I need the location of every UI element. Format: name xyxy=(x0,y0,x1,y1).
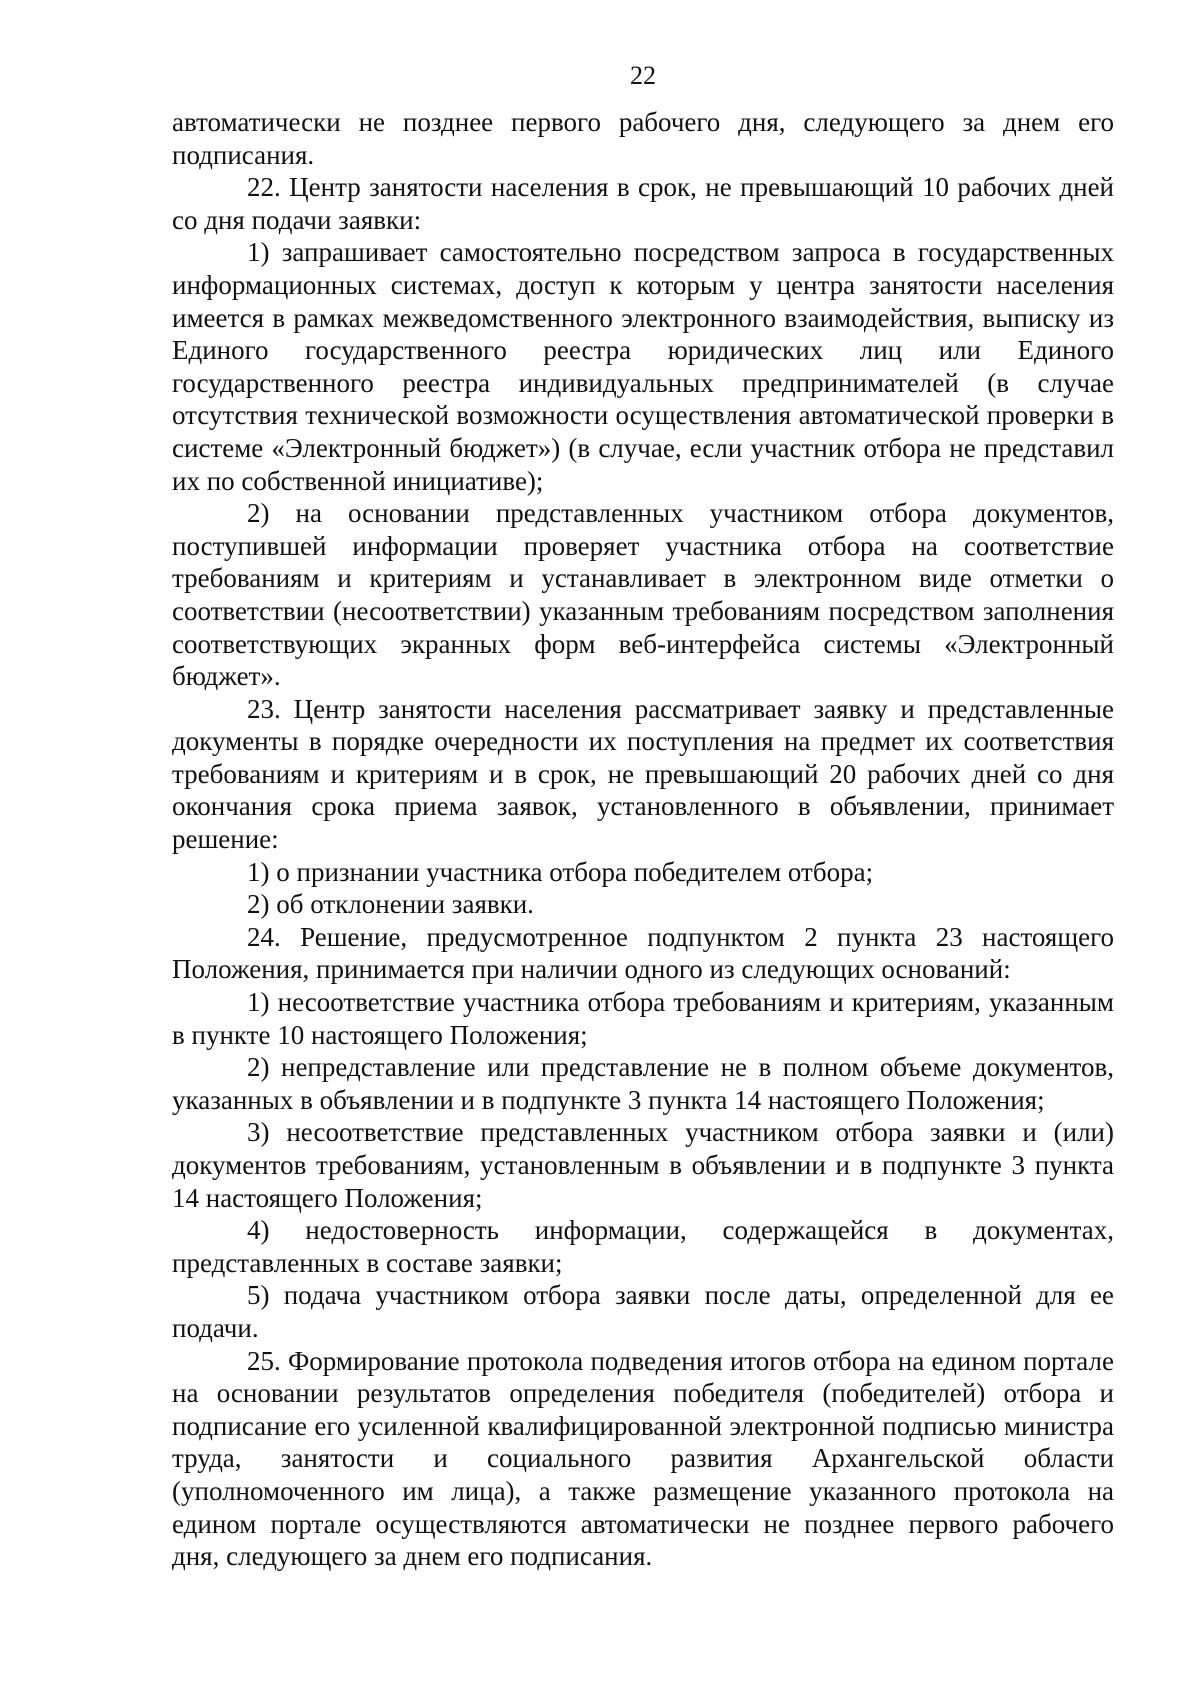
paragraph-item-23-1: 1) о признании участника отбора победителем отбора; xyxy=(247,856,874,887)
paragraph-item-24-5: 5) подача участником отбора заявки после даты, определенной для ее подачи. xyxy=(172,1280,1114,1343)
paragraph-continuation: автоматически не позднее первого рабочего дня, следующего за днем его подписания. xyxy=(172,107,1114,170)
paragraph-item-22-2: 2) на основании представленных участником отбора документов, поступившей информации проверяет участника отбора на соответствие требованиям и критериям и устанавливает в электронном виде отметки о соответствии (несоответствии) указанным требованиям посредством заполнения соответствующих экранных форм веб-интерфейса системы «Электронный бюджет». xyxy=(172,498,1114,692)
paragraph-item-24-4: 4) недостоверность информации, содержащейся в документах, представленных в составе заявки; xyxy=(172,1215,1114,1278)
paragraph-item-25: 25. Формирование протокола подведения итогов отбора на едином портале на основании результатов определения победителя (победителей) отбора и подписание его усиленной квалифицированной электронной подписью министра труда, занятости и социального развития Архангельской области (уполномоченного им лица), а также размещение указанного протокола на едином портале осуществляются автоматически не позднее первого рабочего дня, следующего за днем его подписания. xyxy=(172,1345,1114,1572)
paragraph-item-24-2: 2) непредставление или представление не в полном объеме документов, указанных в объявлении и в подпункте 3 пункта 14 настоящего Положения; xyxy=(172,1052,1114,1115)
paragraph-item-22-1: 1) запрашивает самостоятельно посредством запроса в государственных информационных системах, доступ к которым у центра занятости населения имеется в рамках межведомственного электронного взаимодействия, выписку из Единого государственного реестра юридических лиц или Единого государственного реестра индивидуальных предпринимателей (в случае отсутствия технической возможности осуществления автоматической проверки в системе «Электронный бюджет») (в случае, если участник отбора не представил их по собственной инициативе); xyxy=(172,237,1114,496)
paragraph-item-24-3: 3) несоответствие представленных участником отбора заявки и (или) документов требованиям, установленным в объявлении и в подпункте 3 пункта 14 настоящего Положения; xyxy=(172,1117,1114,1213)
paragraph-item-23: 23. Центр занятости населения рассматривает заявку и представленные документы в порядке очередности их поступления на предмет их соответствия требованиям и критериям и в срок, не превышающий 20 рабочих дней со дня окончания срока приема заявок, установленного в объявлении, принимает решение: xyxy=(172,693,1114,855)
paragraph-item-24: 24. Решение, предусмотренное подпунктом 2 пункта 23 настоящего Положения, принимается при наличии одного из следующих оснований: xyxy=(172,921,1114,985)
paragraph-item-22: 22. Центр занятости населения в срок, не превышающий 10 рабочих дней со дня подачи заявки: xyxy=(172,172,1114,235)
page-number: 22 xyxy=(630,61,656,90)
paragraph-item-23-2: 2) об отклонении заявки. xyxy=(247,889,534,920)
document-page xyxy=(172,62,1114,1573)
paragraph-item-24-1: 1) несоответствие участника отбора требованиям и критериям, указанным в пункте 10 настоящего Положения; xyxy=(172,987,1114,1050)
